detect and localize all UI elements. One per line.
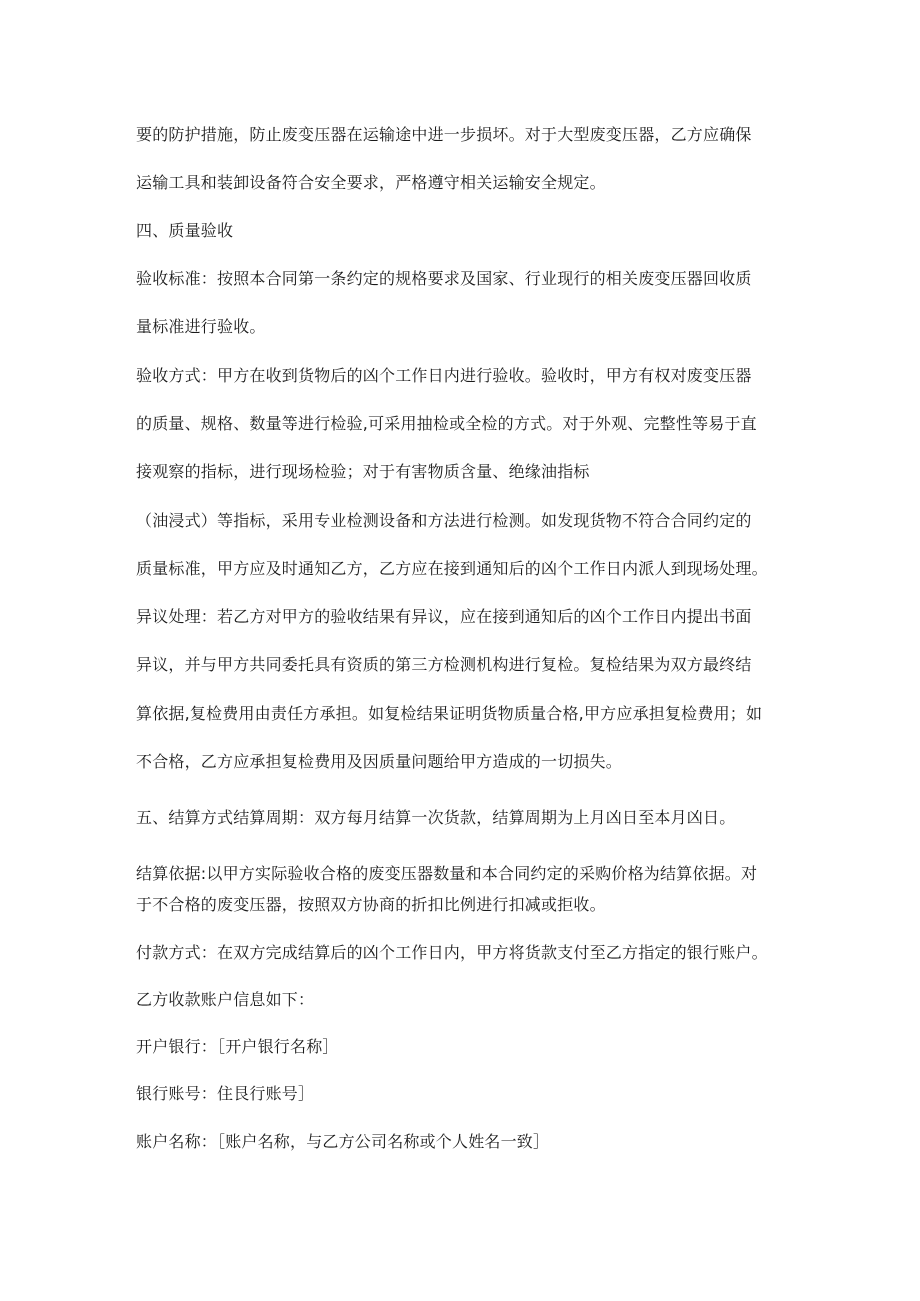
section-heading: 五、结算方式结算周期：双方每月结算一次货款，结算周期为上月凶日至本月凶日。 bbox=[136, 808, 736, 827]
text-line: 质量标准，甲方应及时通知乙方，乙方应在接到通知后的凶个工作日内派人到现场处理。 bbox=[136, 559, 768, 578]
text-line: 的质量、规格、数量等进行检验,可采用抽检或全检的方式。对于外观、完整性等易于直 bbox=[136, 414, 757, 433]
section-heading: 四、质量验收 bbox=[136, 221, 234, 240]
text-line: 结算依据:以甲方实际验收合格的废变压器数量和本合同约定的采购价格为结算依据。对 bbox=[136, 864, 758, 883]
account-number-line: 银行账号：住艮行账号］ bbox=[136, 1084, 315, 1103]
account-name-line: 账户名称：［账户名称，与乙方公司名称或个人姓名一致］ bbox=[136, 1132, 550, 1151]
text-line: 运输工具和装卸设备符合安全要求，严格遵守相关运输安全规定。 bbox=[136, 173, 606, 192]
text-line: 不合格，乙方应承担复检费用及因质量问题给甲方造成的一切损失。 bbox=[136, 752, 623, 771]
text-line: 异议，并与甲方共同委托具有资质的第三方检测机构进行复检。复检结果为双方最终结 bbox=[136, 655, 752, 674]
text-line: 乙方收款账户信息如下： bbox=[136, 990, 315, 1009]
text-line: 量标准进行验收。 bbox=[136, 317, 266, 336]
text-line: 验收标准：按照本合同第一条约定的规格要求及国家、行业现行的相关废变压器回收质 bbox=[136, 269, 752, 288]
text-line: 付款方式：在双方完成结算后的凶个工作日内，甲方将货款支付至乙方指定的银行账户。 bbox=[136, 943, 768, 962]
text-line: 算依据,复检费用由责任方承担。如复检结果证明货物质量合格,甲方应承担复检费用；如 bbox=[136, 704, 763, 723]
text-line: 异议处理：若乙方对甲方的验收结果有异议，应在接到通知后的凶个工作日内提出书面 bbox=[136, 607, 752, 626]
text-line: 接观察的指标，进行现场检验；对于有害物质含量、绝缘油指标 bbox=[136, 462, 590, 481]
text-line: 验收方式：甲方在收到货物后的凶个工作日内进行验收。验收时，甲方有权对废变压器 bbox=[136, 366, 752, 385]
text-line: （油浸式）等指标，采用专业检测设备和方法进行检测。如发现货物不符合合同约定的 bbox=[136, 511, 752, 530]
text-line: 于不合格的废变压器，按照双方协商的折扣比例进行扣减或拒收。 bbox=[136, 895, 606, 914]
text-line: 要的防护措施，防止废变压器在运输途中进一步损坏。对于大型废变压器，乙方应确保 bbox=[136, 125, 752, 144]
account-bank-line: 开户银行：［开户银行名称］ bbox=[136, 1037, 339, 1056]
